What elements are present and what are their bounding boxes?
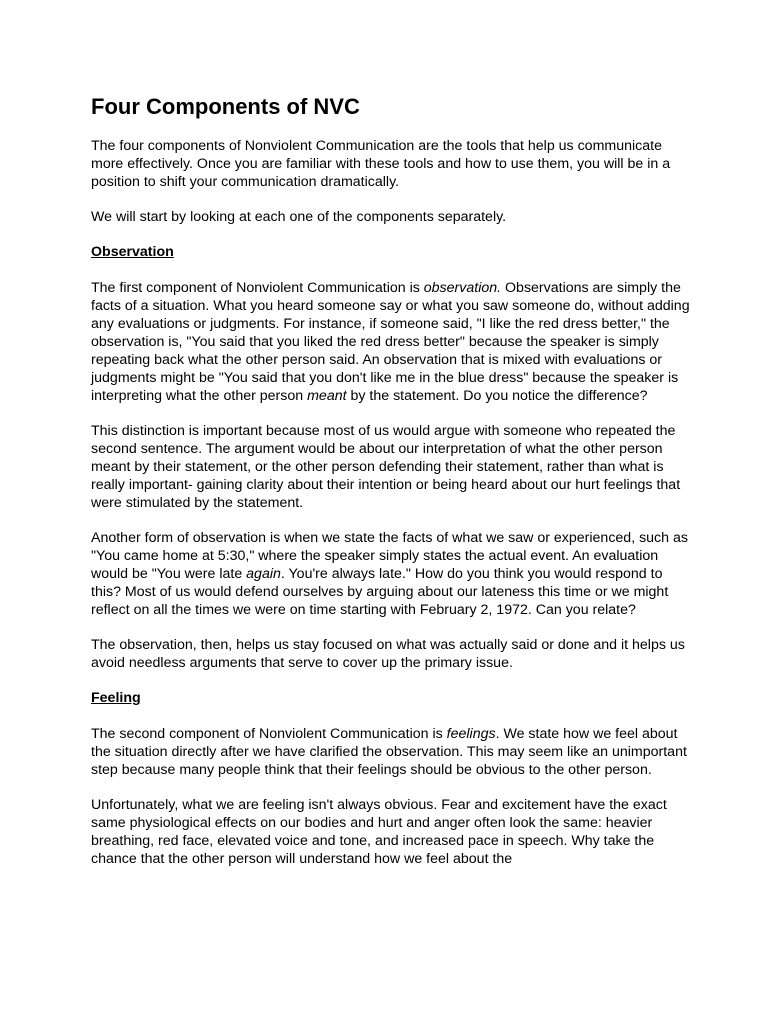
emphasis-again: again <box>246 566 281 582</box>
intro-paragraph-1: The four components of Nonviolent Communication are the tools that help us communicate more effectively. Once you are familiar with these tools and how to use them, you will be in a position to shift your communication dramatically. <box>91 138 671 190</box>
feeling-paragraph-1 <box>91 725 691 779</box>
text-run: Observations are simply the facts of a situation. What you heard someone say or what you saw someone do, without adding any evaluations or judgments. For instance, if someone said, "I like the red dress better," the observation is, "You said that you liked the red dress better" because the speaker is simply repeating back what the other person said. An observation that is mixed with evaluations or judgments might be "You said that you don't like me in the blue dress" because the speaker is interpreting what the other person <box>91 280 690 404</box>
observation-paragraph-2: This distinction is important because most of us would argue with someone who repeated the second sentence. The argument would be about our interpretation of what the other person meant by their statement, or the other person defending their statement, rather than what is really important- gaining clarity about their intention or being heard about our hurt feelings that were stimulated by the statement. <box>91 423 681 511</box>
feeling-heading: Feeling <box>91 690 141 706</box>
page-title: Four Components of NVC <box>91 94 360 119</box>
emphasis-feelings: feelings <box>446 726 496 742</box>
text-run: . You're always late." How do you think you would respond to this? Most of us would defend ourselves by arguing about our lateness this time or we might reflect on all the times we were on time starting with February 2, 1972. Can you relate? <box>91 566 669 618</box>
intro-paragraph-2: We will start by looking at each one of the components separately. <box>91 209 507 225</box>
text-run: The second component of Nonviolent Communication is <box>91 726 447 742</box>
document-body <box>91 93 691 885</box>
emphasis-observation: observation. <box>423 280 502 296</box>
observation-paragraph-1 <box>91 279 691 405</box>
text-run: by the statement. Do you notice the difference? <box>346 388 648 404</box>
emphasis-meant: meant <box>307 388 347 404</box>
observation-paragraph-3 <box>91 529 691 619</box>
feeling-paragraph-2: Unfortunately, what we are feeling isn't always obvious. Fear and excitement have the exact same physiological effects on our bodies and hurt and anger often look the same: heavier breathing, red face, elevated voice and tone, and increased pace in speech. Why take the chance that the other person will understand how we feel about the <box>91 797 667 867</box>
text-run: Another form of observation is when we state the facts of what we saw or experienced, such as "You came home at 5:30," where the speaker simply states the actual event. An evaluation would be "You were late <box>91 530 688 582</box>
text-run: . We state how we feel about the situation directly after we have clarified the observation. This may seem like an unimportant step because many people think that their feelings should be obvious to the other person. <box>91 726 687 778</box>
observation-heading: Observation <box>91 244 174 260</box>
text-run: The first component of Nonviolent Communication is <box>91 280 424 296</box>
observation-paragraph-4: The observation, then, helps us stay focused on what was actually said or done and it helps us avoid needless arguments that serve to cover up the primary issue. <box>91 637 685 671</box>
